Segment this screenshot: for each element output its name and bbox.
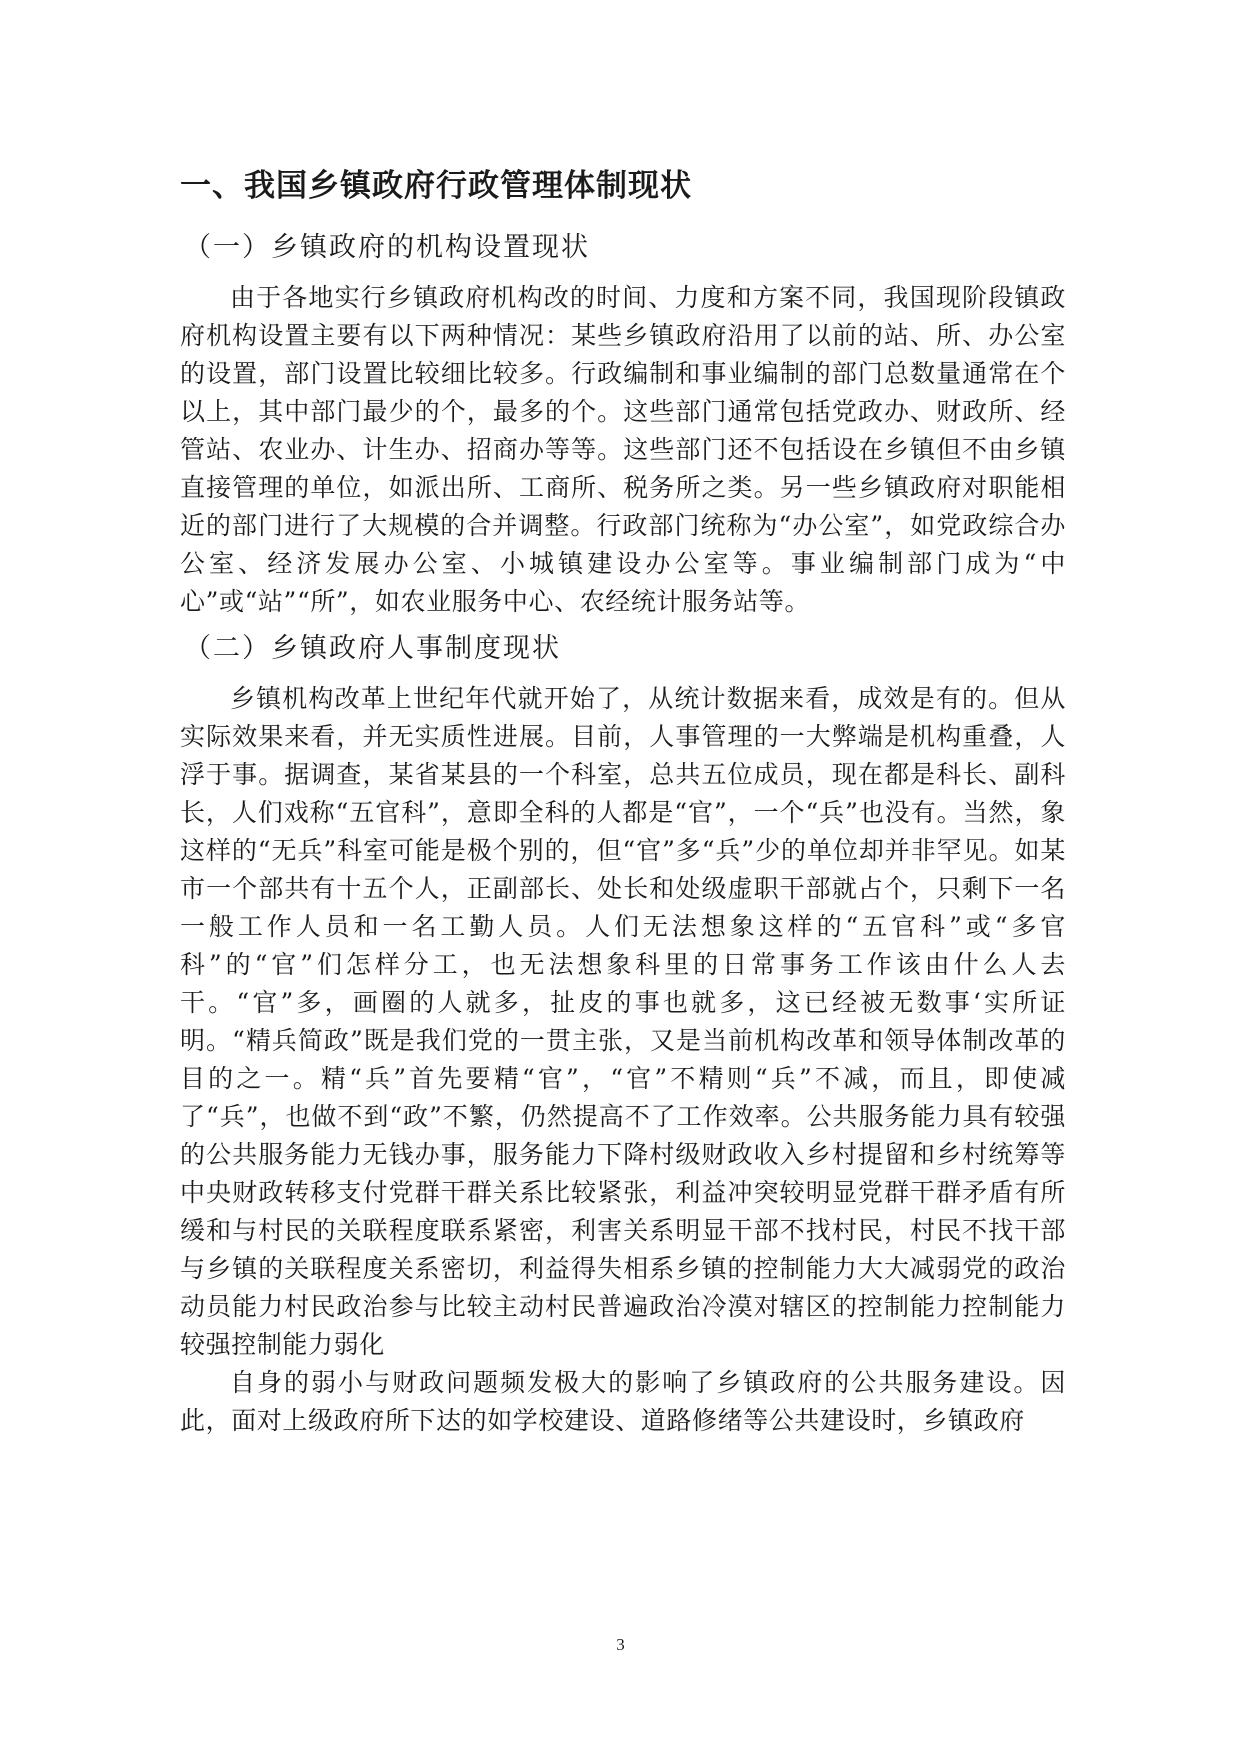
page-number: 3 (616, 1635, 625, 1654)
paragraph-1: 由于各地实行乡镇政府机构改的时间、力度和方案不同，我国现阶段镇政府机构设置主要有以下两种情况：某些乡镇政府沿用了以前的站、所、办公室的设置，部门设置比较细比较多。行政编制和事业编制的部门总数量通常在个以上，其中部门最少的个，最多的个。这些部门通常包括党政办、财政所、经管站、农业办、计生办、招商办等等。这些部门还不包括设在乡镇但不由乡镇直接管理的单位，如派出所、工商所、税务所之类。另一些乡镇政府对职能相近的部门进行了大规模的合并调整。行政部门统称为“办公室”，如党政综合办公室、经济发展办公室、小城镇建设办公室等。事业编制部门成为“中心”或“站”“所”，如农业服务中心、农经统计服务站等。 (180, 283, 1066, 616)
page-content (180, 158, 1066, 1440)
section-heading-1: （一）乡镇政府的机构设置现状 (184, 232, 590, 263)
chapter-heading: 一、我国乡镇政府行政管理体制现状 (180, 168, 692, 204)
paragraph-3: 自身的弱小与财政问题频发极大的影响了乡镇政府的公共服务建设。因此，面对上级政府所下达的如学校建设、道路修绪等公共建设时，乡镇政府 (180, 1368, 1066, 1435)
paragraph-2: 乡镇机构改革上世纪年代就开始了，从统计数据来看，成效是有的。但从实际效果来看，并无实质性进展。目前，人事管理的一大弊端是机构重叠，人浮于事。据调查，某省某县的一个科室，总共五位成员，现在都是科长、副科长，人们戏称“五官科”，意即全科的人都是“官”，一个“兵”也没有。当然，象这样的“无兵”科室可能是极个别的，但“官”多“兵”少的单位却并非罕见。如某市一个部共有十五个人，正副部长、处长和处级虚职干部就占个，只剩下一名一般工作人员和一名工勤人员。人们无法想象这样的“五官科”或“多官科”的“官”们怎样分工，也无法想象科里的日常事务工作该由什么人去干。“官”多，画圈的人就多，扯皮的事也就多，这已经被无数事‘实所证明。“精兵简政”既是我们党的一贯主张，又是当前机构改革和领导体制改革的目的之一。精“兵”首先要精“官”，“官”不精则“兵”不减，而且，即使减了“兵”，也做不到“政”不繁，仍然提高不了工作效率。公共服务能力具有较强的公共服务能力无钱办事，服务能力下降村级财政收入乡村提留和乡村统筹等中央财政转移支付党群干群关系比较紧张，利益冲突较明显党群干群矛盾有所缓和与村民的关联程度联系紧密，利害关系明显干部不找村民，村民不找干部与乡镇的关联程度关系密切，利益得失相系乡镇的控制能力大大减弱党的政治动员能力村民政治参与比较主动村民普遍政治冷漠对辖区的控制能力控制能力较强控制能力弱化 (180, 684, 1066, 1359)
section-heading-2: （二）乡镇政府人事制度现状 (184, 633, 561, 664)
